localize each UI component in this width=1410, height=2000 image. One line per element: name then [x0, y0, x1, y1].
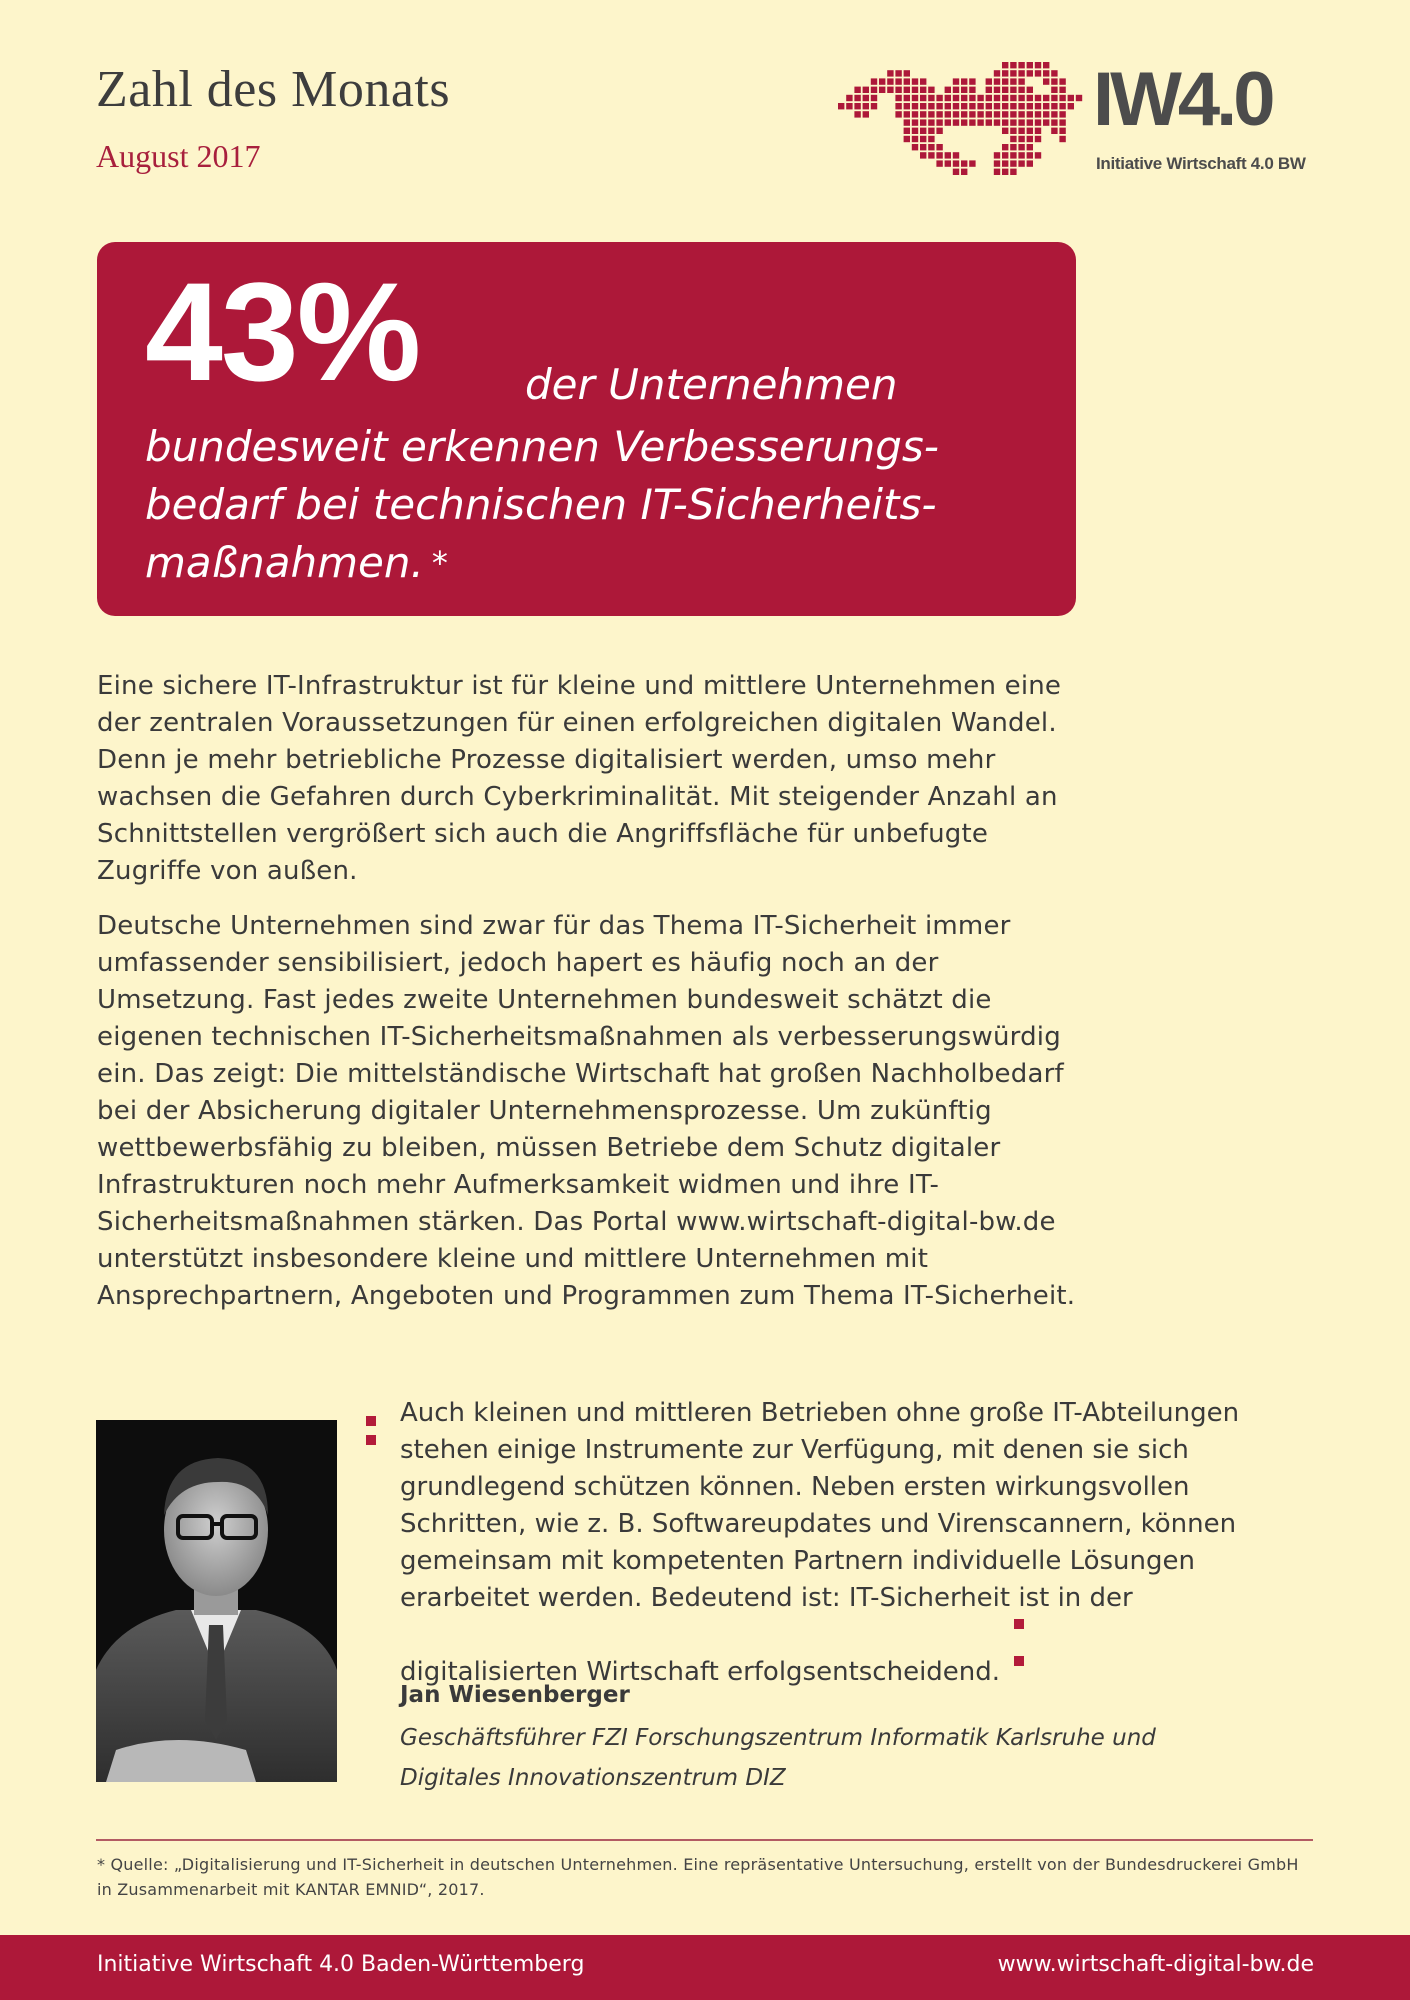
logo-caption: Initiative Wirtschaft 4.0 BW	[1096, 154, 1306, 173]
body-paragraph-1: Eine sichere IT-Infrastruktur ist für kleine und mittlere Unternehmen eine der zentralen Voraussetzungen für einen erfolgreichen digitalen Wandel. Denn je mehr betriebliche Prozesse digitalisiert werden, umso mehr wachsen die Gefahren durch Cyberkriminalität. Mit steigender Anzahl an Schnittstellen vergrößert sich auch die Angriffsfläche für unbefugte Zugriffe von außen.	[97, 671, 1062, 886]
quote-author-role-line2: Digitales Innovationszentrum DIZ	[400, 1765, 786, 1791]
quote-author-role	[400, 1718, 1300, 1798]
quote-author: Jan Wiesenberger	[400, 1682, 630, 1708]
statistic-text-line3: bedarf bei technischen IT-Sicherheits-	[145, 480, 937, 529]
statistic-number: 43%	[145, 253, 420, 410]
quote-text: Auch kleinen und mittleren Betrieben ohne große IT-Abteilungen stehen einige Instrumente zur Verfügung, mit denen sie sich grundlegend schützen können. Neben ersten wirkungsvollen Schritten, wie z. B. Softwareupdates und Virenscannern, können gemeinsam mit kompetenten Partnern individuelle Lösungen erarbeitet werden. Bedeutend ist: IT-Sicherheit ist in der digitalisierten Wirtschaft erfolgsentscheidend.	[400, 1398, 1240, 1687]
statistic-text-line4-text: maßnahmen.	[145, 538, 424, 587]
portrait-photo	[96, 1420, 337, 1782]
quote-block	[400, 1395, 1300, 1691]
quote-author-role-line1: Geschäftsführer FZI Forschungszentrum Informatik Karlsruhe und	[400, 1725, 1156, 1751]
body-paragraph-2: Deutsche Unternehmen sind zwar für das Thema IT-Sicherheit immer umfassender sensibilisiert, jedoch hapert es häufig noch an der Umsetzung. Fast jedes zweite Unternehmen bundesweit schätzt die eigenen technischen IT-Sicherheitsmaßnahmen als verbesserungswürdig ein. Das zeigt: Die mittelständische Wirtschaft hat großen Nachholbedarf bei der Absicherung digitaler Unternehmensprozesse. Um zukünftig wettbewerbsfähig zu bleiben, müssen Betriebe dem Schutz digitaler Infrastrukturen noch mehr Aufmerksamkeit widmen und ihre IT-Sicherheitsmaßnahmen stärken. Das Portal www.wirtschaft-digital-bw.de unterstützt insbesondere kleine und mittlere Unternehmen mit Ansprechpartnern, Angeboten und Programmen zum Thema IT-Sicherheit.	[97, 911, 1076, 1311]
footnote: * Quelle: „Digitalisierung und IT-Sicherheit in deutschen Unternehmen. Eine repräsentative Untersuchung, erstellt von der Bundesdruckerei GmbH in Zusammenarbeit mit KANTAR EMNID“, 2017.	[97, 1855, 1299, 1899]
statistic-text-line1: der Unternehmen	[525, 360, 898, 409]
logo-wordmark: IW4.0	[1093, 57, 1272, 142]
footer-website-link[interactable]: www.wirtschaft-digital-bw.de	[997, 1952, 1314, 1977]
statistic-text-line4	[145, 534, 939, 592]
statistic-text-line2: bundesweit erkennen Verbesserungs-	[145, 422, 939, 471]
footer-organization: Initiative Wirtschaft 4.0 Baden-Württemberg	[97, 1952, 585, 1977]
footnote-asterisk: *	[431, 544, 448, 582]
statistic-text	[145, 418, 939, 592]
page-subtitle: August 2017	[96, 138, 261, 174]
divider	[96, 1839, 1313, 1841]
statistic-box	[97, 242, 1076, 616]
page-title: Zahl des Monats	[96, 61, 451, 118]
quote-close-icon	[1014, 1603, 1038, 1613]
footer-bar	[0, 1935, 1410, 2000]
quote-open-icon	[366, 1411, 390, 1421]
